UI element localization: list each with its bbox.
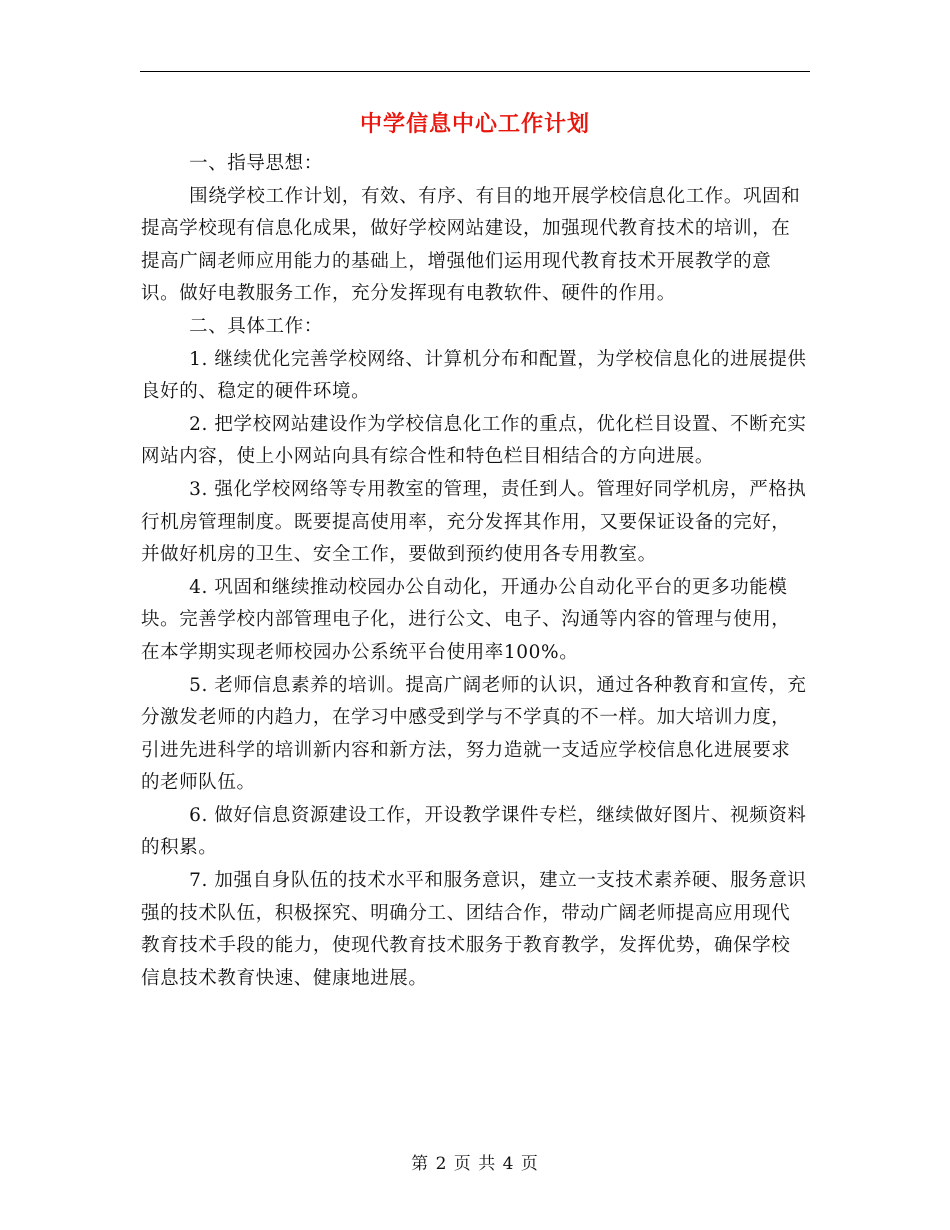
header-rule <box>140 71 810 72</box>
work-item-3: 3. 强化学校网络等专用教室的管理，责任到人。管理好同学机房，严格执行机房管理制度。既要提高使用率，充分发挥其作用，又要保证设备的完好，并做好机房的卫生、安全工作，要做到预约使用各专用教室。 <box>141 478 807 566</box>
work-item-5: 5. 老师信息素养的培训。提高广阔老师的认识，通过各种教育和宣传，充分激发老师的内趋力，在学习中感受到学与不学真的不一样。加大培训力度，引进先进科学的培训新内容和新方法，努力造就一支适应学校信息化进展要求的老师队伍。 <box>141 674 807 794</box>
document-title: 中学信息中心工作计划 <box>359 111 590 137</box>
document-body <box>141 148 809 995</box>
work-item-2: 2. 把学校网站建设作为学校信息化工作的重点，优化栏目设置、不断充实网站内容，使上小网站向具有综合性和特色栏目相结合的方向进展。 <box>141 413 807 468</box>
section-heading-specific-work: 二、具体工作： <box>189 315 323 337</box>
work-item-1: 1. 继续优化完善学校网络、计算机分布和配置，为学校信息化的进展提供良好的、稳定的硬件环境。 <box>141 348 807 403</box>
page-number: 第 2 页 共 4 页 <box>411 1154 539 1174</box>
section-heading-guiding-thought: 一、指导思想： <box>189 153 323 174</box>
paragraph-guiding-thought: 围绕学校工作计划，有效、有序、有目的地开展学校信息化工作。巩固和提高学校现有信息化成果，做好学校网站建设，加强现代教育技术的培训，在提高广阔老师应用能力的基础上，增强他们运用现代教育技术开展教学的意识。做好电教服务工作，充分发挥现有电教软件、硬件的作用。 <box>141 185 801 305</box>
work-item-7: 7. 加强自身队伍的技术水平和服务意识，建立一支技术素养硬、服务意识强的技术队伍，积极探究、明确分工、团结合作，带动广阔老师提高应用现代教育技术手段的能力，使现代教育技术服务于教育教学，发挥优势，确保学校信息技术教育快速、健康地进展。 <box>141 870 807 989</box>
work-item-4: 4. 巩固和继续推动校园办公自动化，开通办公自动化平台的更多功能模块。完善学校内部管理电子化，进行公文、电子、沟通等内容的管理与使用，在本学期实现老师校园办公系统平台使用率100%。 <box>141 576 791 663</box>
work-item-6: 6. 做好信息资源建设工作，开设教学课件专栏，继续做好图片、视频资料的积累。 <box>141 804 807 859</box>
